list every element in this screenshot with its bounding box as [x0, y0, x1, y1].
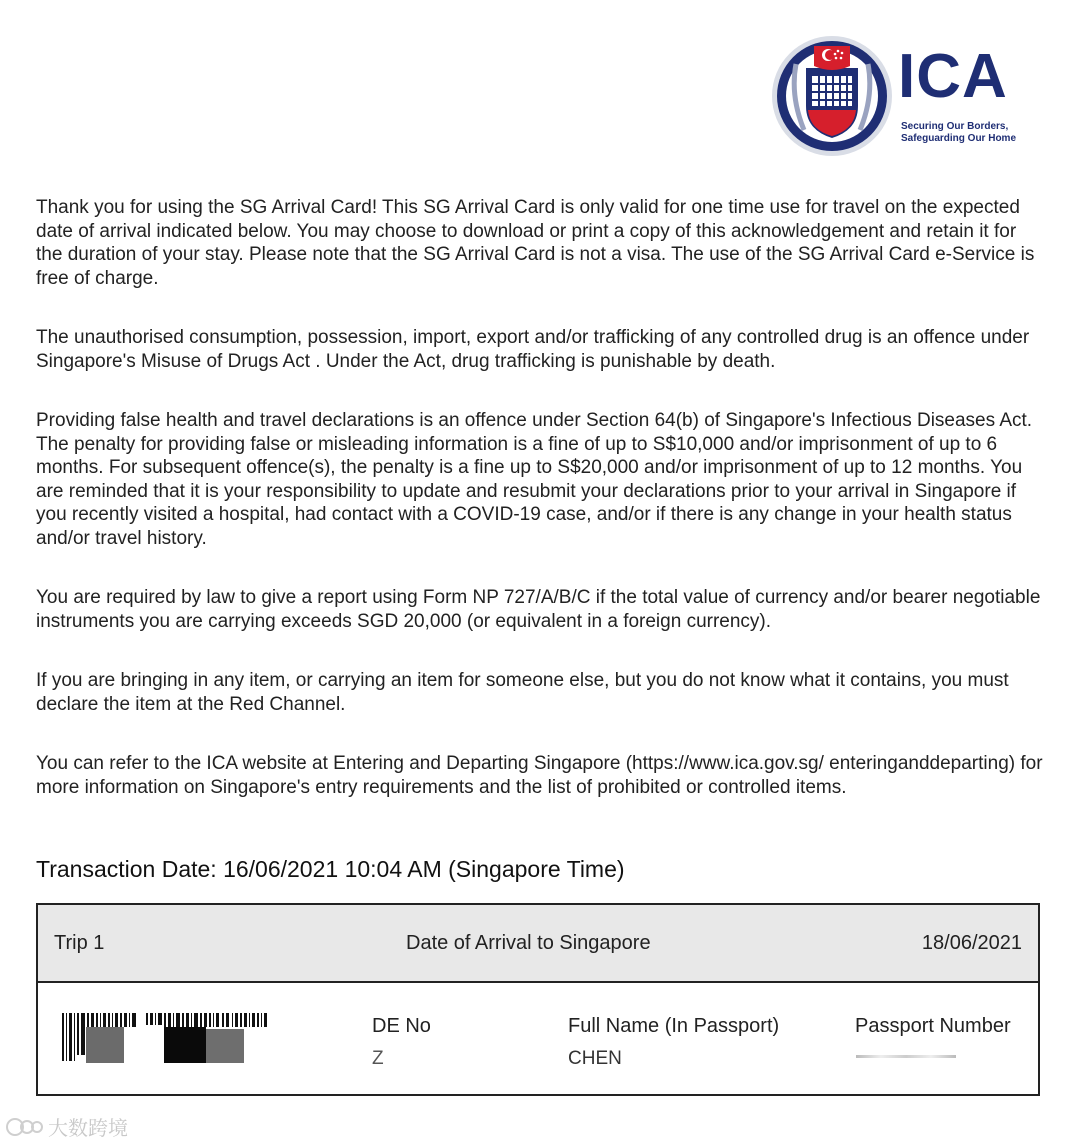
arrival-date-value: 18/06/2021	[921, 932, 1022, 954]
tagline-line-1: Securing Our Borders,	[901, 121, 1009, 132]
watermark-logo-icon	[6, 1116, 44, 1138]
currency-report-paragraph: You are required by law to give a report using Form NP 727/A/B/C if the total value of currency and/or bearer negotiable instruments you are carrying exceeds SGD 20,000 (or equivalent in a foreign currency).	[36, 587, 1041, 632]
drug-warning-paragraph: The unauthorised consumption, possession, import, export and/or trafficking of any controlled drug is an offence under Singapore's Misuse of Drugs Act . Under the Act, drug trafficking is punishable by death.	[36, 327, 1030, 372]
arrival-date-label: Date of Arrival to Singapore	[406, 932, 651, 954]
full-name-value: CHEN	[568, 1048, 622, 1069]
intro-paragraph: Thank you for using the SG Arrival Card! This SG Arrival Card is only valid for one time use for travel on the expected date of arrival indicated below. You may choose to download or print a copy of this acknowledgement and retain it for the duration of your stay. Please note that the SG Arrival Card is not a visa. The use of the SG Arrival Card e-Service is free of charge.	[36, 197, 1035, 289]
trip-card	[36, 903, 1040, 1096]
red-channel-paragraph: If you are bringing in any item, or carrying an item for someone else, but you do not know what it contains, you must declare the item at the Red Channel.	[36, 670, 1009, 715]
trip-title: Trip 1	[54, 932, 105, 954]
tagline-line-2: Safeguarding Our Home	[901, 133, 1017, 144]
notice-content	[36, 196, 1046, 835]
ica-header	[770, 34, 1040, 164]
watermark	[6, 1112, 128, 1141]
ica-tagline	[901, 121, 1031, 145]
watermark-text: 大数跨境	[48, 1118, 128, 1140]
health-declaration-paragraph: Providing false health and travel declarations is an offence under Section 64(b) of Singapore's Infectious Diseases Act. The penalty for providing false or misleading information is a fine of up to S$10,000 and/or imprisonment of up to 6 months. For subsequent offence(s), the penalty is a fine up to S$20,000 and/or imprisonment of up to 12 months. You are reminded that it is your responsibility to update and resubmit your declarations prior to your arrival in Singapore if you recently visited a hospital, had contact with a COVID-19 case, and/or if there is any change in your health status and/or travel history.	[36, 410, 1033, 549]
transaction-date: Transaction Date: 16/06/2021 10:04 AM (Singapore Time)	[36, 856, 625, 882]
full-name-label: Full Name (In Passport)	[568, 1015, 780, 1037]
passport-number-label: Passport Number	[855, 1015, 1011, 1037]
de-no-label: DE No	[372, 1015, 431, 1037]
de-no-value: Z	[372, 1048, 384, 1069]
ica-seal-logo	[770, 34, 894, 158]
ica-website-paragraph: You can refer to the ICA website at Entering and Departing Singapore (https://www.ica.gov.sg/ enteringanddeparting) for more information on Singapore's entry requirements and the list of prohibited or controlled items.	[36, 753, 1043, 798]
barcode-image	[62, 1013, 272, 1063]
passport-number-redacted	[856, 1055, 956, 1058]
trip-header	[38, 905, 1038, 983]
ica-logo-text: ICA	[898, 42, 1008, 111]
